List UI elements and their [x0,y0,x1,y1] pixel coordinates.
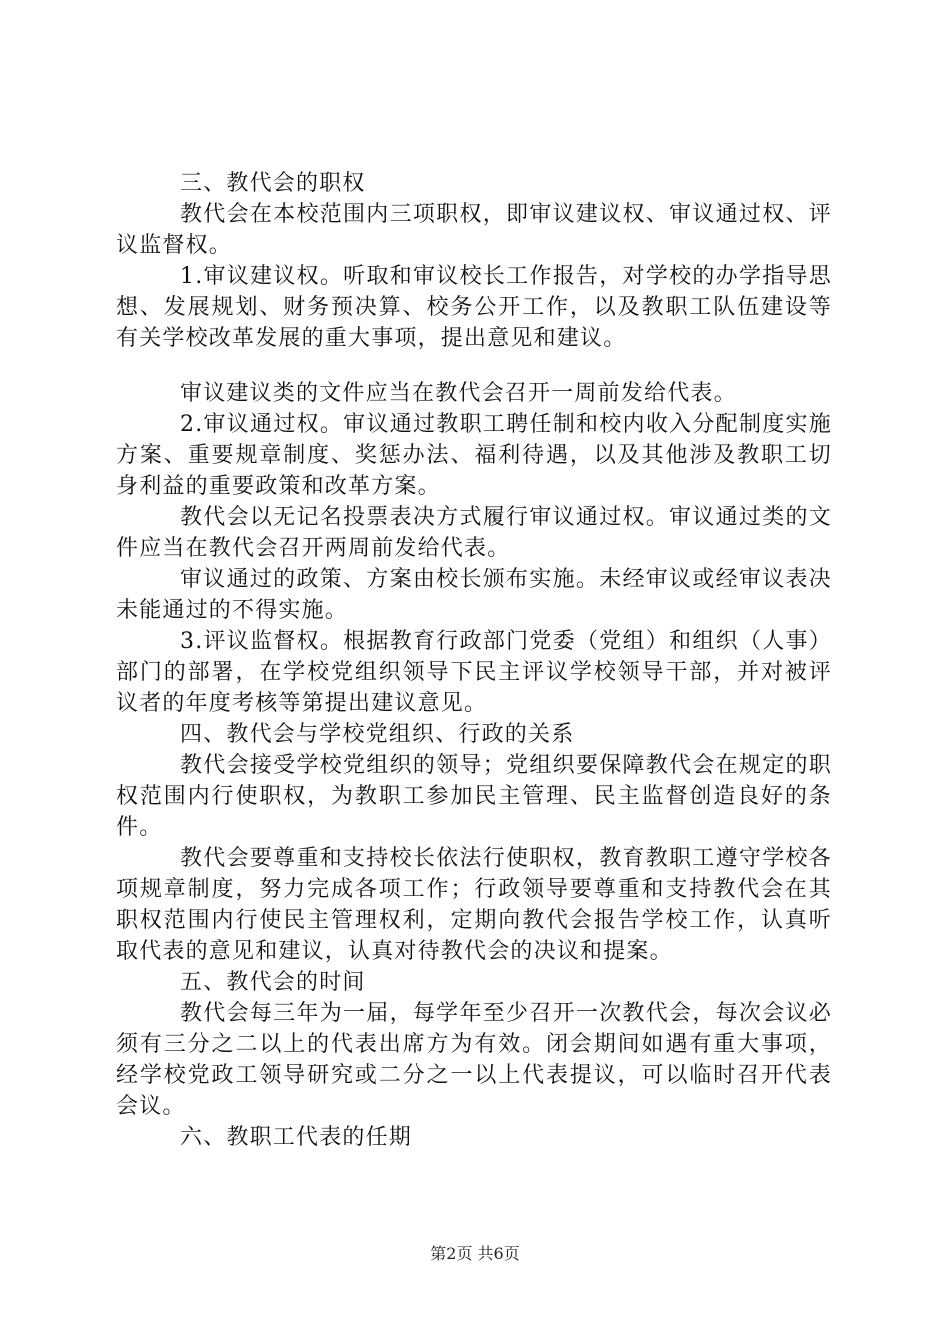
section-heading-3: 三、教代会的职权 [180,171,366,196]
paragraph-powers-intro: 教代会在本校范围内三项职权，即审议建议权、审议通过权、评议监督权。 [116,202,832,258]
paragraph-secret-ballot: 教代会以无记名投票表决方式履行审议通过权。审议通过类的文件应当在教代会召开两周前发给代表。 [116,505,832,561]
paragraph-approved-policies: 审议通过的政策、方案由校长颁布实施。未经审议或经审议表决未能通过的不得实施。 [116,567,832,623]
paragraph-evaluation-supervision-right: 3.评议监督权。根据教育行政部门党委（党组）和组织（人事）部门的部署，在学校党组织领导下民主评议学校领导干部，并对被评议者的年度考核等第提出建议意见。 [116,629,832,716]
paragraph-congress-term: 教代会每三年为一届，每学年至少召开一次教代会，每次会议必须有三分之二以上的代表出席方为有效。闭会期间如遇有重大事项，经学校党政工领导研究或二分之一以上代表提议，可以临时召开代表会议。 [116,1001,832,1119]
page-number-label: 第2页 共6页 [430,1244,520,1263]
section-heading-6: 六、教职工代表的任期 [180,1125,413,1150]
document-body [116,168,832,1153]
paragraph-review-advise-docs: 审议建议类的文件应当在教代会召开一周前发给代表。 [180,381,737,406]
page-footer [0,1243,950,1265]
paragraph-review-approve-right: 2.审议通过权。审议通过教职工聘任制和校内收入分配制度实施方案、重要规章制度、奖惩办法、福利待遇，以及其他涉及教职工切身利益的重要政策和改革方案。 [116,412,832,499]
section-heading-4: 四、教代会与学校党组织、行政的关系 [180,722,575,747]
paragraph-review-advise-right: 1.审议建议权。听取和审议校长工作报告，对学校的办学指导思想、发展规划、财务预决算、校务公开工作，以及教职工队伍建设等有关学校改革发展的重大事项，提出意见和建议。 [116,264,832,351]
section-heading-5: 五、教代会的时间 [180,970,366,995]
paragraph-party-leadership: 教代会接受学校党组织的领导；党组织要保障教代会在规定的职权范围内行使职权，为教职工参加民主管理、民主监督创造良好的条件。 [116,753,832,840]
paragraph-principal-support: 教代会要尊重和支持校长依法行使职权，教育教职工遵守学校各项规章制度，努力完成各项工作；行政领导要尊重和支持教代会在其职权范围内行使民主管理权利，定期向教代会报告学校工作，认真听取代表的意见和建议，认真对待教代会的决议和提案。 [116,846,832,964]
